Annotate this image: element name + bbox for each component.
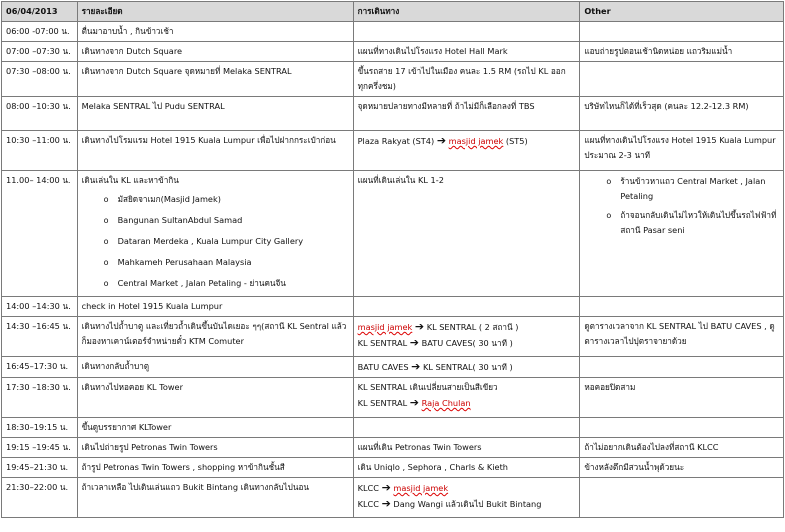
list-item: o Central Market , Jalan Petaling - ย่านคนจีน bbox=[104, 273, 349, 294]
list-item: o Mahkameh Perusahaan Malaysia bbox=[104, 252, 349, 273]
detail-cell: เดินทางจาก Dutch Square จุดหมายที่ Melaka SENTRAL bbox=[77, 62, 353, 97]
table-row bbox=[2, 478, 784, 518]
header-other: Other bbox=[580, 2, 784, 22]
station-to: Raja Chulan bbox=[421, 398, 471, 408]
time-cell: 10:30 –11:00 น. bbox=[2, 131, 78, 171]
header-travel: การเดินทาง bbox=[353, 2, 580, 22]
other-cell: แผนที่ทางเดินไปโรงแรง Hotel 1915 Kuala Lumpur ประมาณ 2-3 นาที bbox=[580, 131, 784, 171]
travel-cell bbox=[353, 418, 580, 438]
itinerary-table bbox=[1, 1, 784, 518]
station-to: masjid jamek bbox=[393, 483, 449, 493]
detail-cell: check in Hotel 1915 Kuala Lumpur bbox=[77, 297, 353, 317]
list-item: o Dataran Merdeka , Kuala Lumpur City Gallery bbox=[104, 231, 349, 252]
route-line bbox=[358, 496, 576, 512]
detail-cell: เดินทางไปโรมแรม Hotel 1915 Kuala Lumpur เพื่อไปฝากกระเป๋าก่อน bbox=[77, 131, 353, 171]
table-row bbox=[2, 42, 784, 62]
time-cell: 21:30–22:00 น. bbox=[2, 478, 78, 518]
travel-cell bbox=[353, 357, 580, 378]
travel-cell: เดิน Uniqlo , Sephora , Charls & Kieth bbox=[353, 458, 580, 478]
table-row bbox=[2, 357, 784, 378]
route-line bbox=[358, 319, 576, 335]
other-cell: ถ้าไม่อยากเดินต้องไปลงที่สถานี KLCC bbox=[580, 438, 784, 458]
other-cell: ดูตารางเวลาจาก KL SENTRAL ไป BATU CAVES , ดูตารางเวลาไปปุตราจายาด้วย bbox=[580, 317, 784, 357]
travel-cell: แผนที่ทางเดินไปโรงแรง Hotel Hall Mark bbox=[353, 42, 580, 62]
other-cell: บริษัทไหนก็ได้ที่เร็วสุด (คนละ 12.2-12.3 RM) bbox=[580, 97, 784, 131]
list-item: o มัสยิดจาเมก(Masjid Jamek) bbox=[104, 189, 349, 210]
other-cell: แอบถ่ายรูปตอนเช้านิดหน่อย แถวริมแม่น้ำ bbox=[580, 42, 784, 62]
list-item: o ถ้าจอนกลับเดินไม่ไหวให้เดินไปขึ้นรถไฟฟ้าที่สถานี Pasar seni bbox=[606, 208, 779, 238]
station-from: KL SENTRAL bbox=[357, 338, 408, 348]
station-to: KL SENTRAL( 30 นาที ) bbox=[423, 362, 513, 372]
route-line bbox=[358, 480, 576, 496]
table-row bbox=[2, 171, 784, 297]
travel-cell: จุดหมายปลายทางมีหลายที่ ถ้าไม่มีก็เลือกลงที่ TBS bbox=[353, 97, 580, 131]
travel-cell bbox=[353, 22, 580, 42]
table-row bbox=[2, 22, 784, 42]
time-cell: 16:45–17:30 น. bbox=[2, 357, 78, 378]
detail-cell: ตื่นมาอาบน้ำ , กินข้าวเช้า bbox=[77, 22, 353, 42]
list-item: o Bangunan SultanAbdul Samad bbox=[104, 210, 349, 231]
other-cell bbox=[580, 357, 784, 378]
travel-cell: ขึ้นรถสาย 17 เข้าไปในเมือง คนละ 1.5 RM (รถไป KL ออกทุกครึ่งชม) bbox=[353, 62, 580, 97]
station-to: masjid jamek bbox=[448, 136, 504, 146]
detail-cell: Melaka SENTRAL ไป Pudu SENTRAL bbox=[77, 97, 353, 131]
table-row bbox=[2, 297, 784, 317]
travel-cell bbox=[353, 378, 580, 418]
station-from: Plaza Rakyat (ST4) bbox=[357, 136, 435, 146]
header-date: 06/04/2013 bbox=[2, 2, 78, 22]
time-cell: 19:45–21:30 น. bbox=[2, 458, 78, 478]
table-row bbox=[2, 438, 784, 458]
other-cell bbox=[580, 297, 784, 317]
table-row bbox=[2, 62, 784, 97]
station-from: masjid jamek bbox=[357, 322, 413, 332]
table-row bbox=[2, 458, 784, 478]
arrow-right-icon: ➔ bbox=[409, 336, 419, 349]
route-line: KL SENTRAL เดินเปลี่ยนสายเป็นสีเขียว bbox=[357, 382, 498, 392]
station-from: BATU CAVES bbox=[357, 362, 409, 372]
detail-cell: เดินทางไปหอคอย KL Tower bbox=[77, 378, 353, 418]
station-from: KLCC bbox=[357, 483, 379, 493]
station-from: KLCC bbox=[357, 499, 379, 509]
places-list bbox=[104, 189, 349, 294]
time-cell: 19:15 –19:45 น. bbox=[2, 438, 78, 458]
time-cell: 11.00– 14:00 น. bbox=[2, 171, 78, 297]
travel-cell bbox=[353, 131, 580, 171]
other-cell: หอคอยปิดสาม bbox=[580, 378, 784, 418]
detail-text: เดินเล่นใน KL และหาข้ากิน bbox=[81, 175, 179, 185]
detail-cell: ถ้ารูป Petronas Twin Towers , shopping หาข้ากินชั้นสี bbox=[77, 458, 353, 478]
time-cell: 18:30–19:15 น. bbox=[2, 418, 78, 438]
table-row bbox=[2, 418, 784, 438]
arrow-right-icon: ➔ bbox=[381, 497, 391, 510]
table-row bbox=[2, 317, 784, 357]
time-cell: 07:30 –08:00 น. bbox=[2, 62, 78, 97]
tips-list bbox=[606, 174, 779, 238]
route-line bbox=[358, 335, 576, 351]
other-cell: ข้างหลังตึกมีสวนน้ำพุด้วยนะ bbox=[580, 458, 784, 478]
header-detail: รายละเอียด bbox=[77, 2, 353, 22]
arrow-right-icon: ➔ bbox=[381, 481, 391, 494]
travel-cell bbox=[353, 317, 580, 357]
table-row bbox=[2, 97, 784, 131]
list-item: o ร้านข้าวหาแถว Central Market , Jalan Petaling bbox=[606, 174, 779, 204]
arrow-right-icon: ➔ bbox=[409, 396, 419, 409]
other-cell bbox=[580, 62, 784, 97]
route-line bbox=[358, 395, 576, 411]
detail-cell: ขึ้นดูบรรยากาศ KLTower bbox=[77, 418, 353, 438]
travel-cell: แผนที่เดินเล่นใน KL 1-2 bbox=[353, 171, 580, 297]
travel-cell bbox=[353, 478, 580, 518]
detail-cell: ถ้าเวลาเหลือ ไปเดินเล่นแถว Bukit Bintang เดินทางกลับไปนอน bbox=[77, 478, 353, 518]
time-cell: 08:00 –10:30 น. bbox=[2, 97, 78, 131]
table-row bbox=[2, 378, 784, 418]
detail-cell: เดินทางไปถ้ำบาตู และเที่ยวถ้ำเดินขึ้นบันไดเยอะ ๆๆ(สถานี KL Sentral แล้ว ก็มองหาเคาน์เตอร์จำหน่ายตั๋ว KTM Comuter bbox=[77, 317, 353, 357]
time-cell: 17:30 –18:30 น. bbox=[2, 378, 78, 418]
detail-cell: เดินทางกลับถ้ำบาตู bbox=[77, 357, 353, 378]
station-to: KL SENTRAL ( 2 สถานี ) bbox=[426, 322, 519, 332]
other-cell bbox=[580, 22, 784, 42]
other-cell bbox=[580, 478, 784, 518]
station-from: KL SENTRAL bbox=[357, 398, 408, 408]
station-code: (ST5) bbox=[505, 136, 528, 146]
detail-cell: เดินไปถ่ายรูป Petronas Twin Towers bbox=[77, 438, 353, 458]
detail-cell bbox=[77, 171, 353, 297]
time-cell: 14:00 –14:30 น. bbox=[2, 297, 78, 317]
other-cell bbox=[580, 418, 784, 438]
detail-cell: เดินทางจาก Dutch Square bbox=[77, 42, 353, 62]
time-cell: 06:00 -07:00 น. bbox=[2, 22, 78, 42]
arrow-right-icon: ➔ bbox=[436, 134, 447, 147]
station-to: Dang Wangi แล้วเดินไป Bukit Bintang bbox=[393, 499, 542, 509]
time-cell: 07:00 –07:30 น. bbox=[2, 42, 78, 62]
travel-cell: แผนที่เดิน Petronas Twin Towers bbox=[353, 438, 580, 458]
arrow-right-icon: ➔ bbox=[411, 360, 421, 373]
travel-cell bbox=[353, 297, 580, 317]
time-cell: 14:30 –16:45 น. bbox=[2, 317, 78, 357]
station-to: BATU CAVES( 30 นาที ) bbox=[421, 338, 513, 348]
arrow-right-icon: ➔ bbox=[414, 320, 425, 333]
header-row bbox=[2, 2, 784, 22]
table-row bbox=[2, 131, 784, 171]
other-cell bbox=[580, 171, 784, 297]
